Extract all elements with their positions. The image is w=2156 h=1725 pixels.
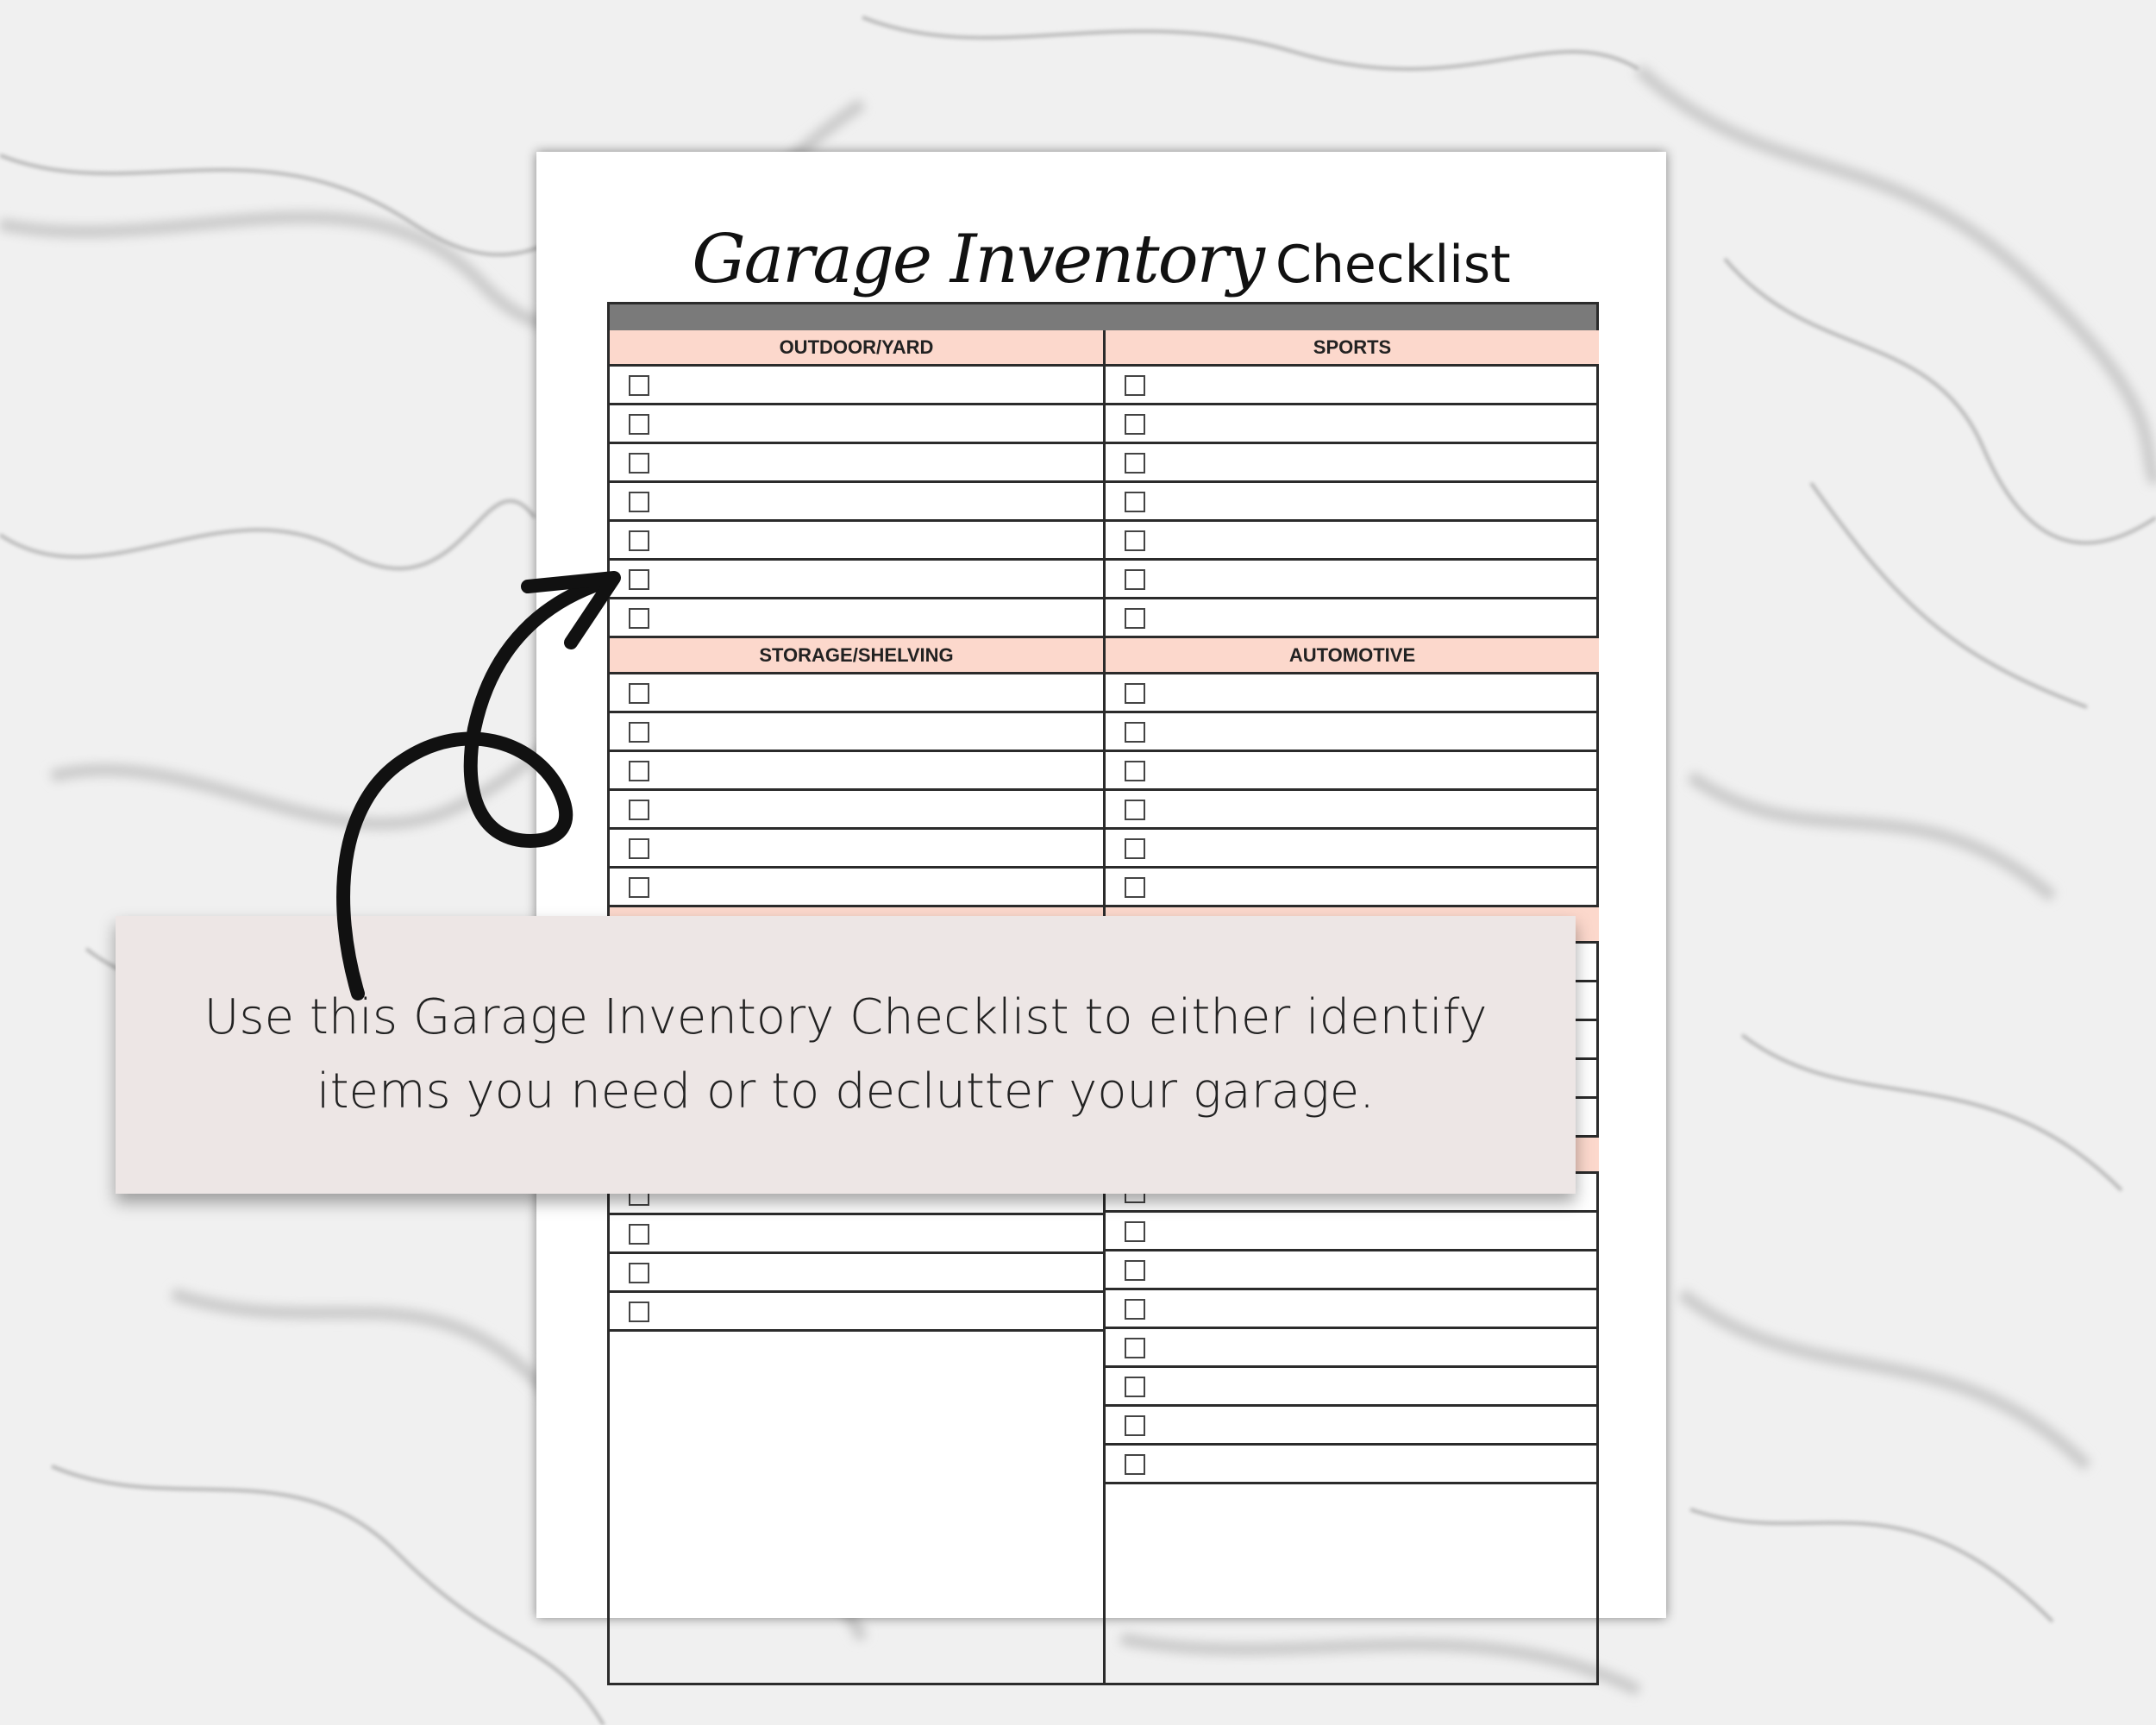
checkbox-icon[interactable] xyxy=(1125,569,1145,590)
checklist-row[interactable] xyxy=(1106,483,1599,522)
checklist-row[interactable] xyxy=(1106,1329,1599,1368)
checklist-row[interactable] xyxy=(1106,752,1599,791)
checkbox-icon[interactable] xyxy=(1125,1377,1145,1397)
checkbox-icon[interactable] xyxy=(629,1224,649,1245)
checklist-row[interactable] xyxy=(1106,869,1599,907)
checklist-row[interactable] xyxy=(1106,791,1599,830)
checkbox-icon[interactable] xyxy=(1125,1454,1145,1475)
checklist-row[interactable] xyxy=(1106,444,1599,483)
checklist-row[interactable] xyxy=(610,483,1103,522)
checklist-row[interactable] xyxy=(610,674,1103,713)
checkbox-icon[interactable] xyxy=(629,761,649,781)
checklist-row[interactable] xyxy=(1106,1407,1599,1446)
section-header: SPORTS xyxy=(1106,330,1599,367)
checkbox-icon[interactable] xyxy=(1125,414,1145,435)
section-header: STORAGE/SHELVING xyxy=(610,638,1103,674)
checklist-row[interactable] xyxy=(610,561,1103,599)
checkbox-icon[interactable] xyxy=(1125,1299,1145,1320)
checklist-row[interactable] xyxy=(1106,1213,1599,1251)
section-header: AUTOMOTIVE xyxy=(1106,638,1599,674)
checkbox-icon[interactable] xyxy=(629,800,649,820)
checkbox-icon[interactable] xyxy=(629,608,649,629)
checkbox-icon[interactable] xyxy=(1125,492,1145,512)
checkbox-icon[interactable] xyxy=(629,492,649,512)
checkbox-icon[interactable] xyxy=(629,414,649,435)
checkbox-icon[interactable] xyxy=(1125,375,1145,396)
checklist-row[interactable] xyxy=(610,405,1103,444)
checkbox-icon[interactable] xyxy=(629,569,649,590)
checkbox-icon[interactable] xyxy=(1125,800,1145,820)
checklist-row[interactable] xyxy=(610,713,1103,752)
checklist-row[interactable] xyxy=(610,599,1103,638)
checklist-row[interactable] xyxy=(610,830,1103,869)
checklist-row[interactable] xyxy=(610,522,1103,561)
checkbox-icon[interactable] xyxy=(1125,1260,1145,1281)
checklist-row[interactable] xyxy=(1106,1446,1599,1484)
checklist-row[interactable] xyxy=(1106,561,1599,599)
checkbox-icon[interactable] xyxy=(629,453,649,474)
callout-line-1: Use this Garage Inventory Checklist to either identify xyxy=(204,989,1488,1045)
checklist-row[interactable] xyxy=(1106,367,1599,405)
checklist-row[interactable] xyxy=(610,1254,1103,1293)
checklist-row[interactable] xyxy=(610,752,1103,791)
checkbox-icon[interactable] xyxy=(629,683,649,704)
table-header-bar xyxy=(610,304,1596,330)
checklist-sheet xyxy=(536,152,1666,1618)
checkbox-icon[interactable] xyxy=(629,530,649,551)
checklist-row[interactable] xyxy=(1106,405,1599,444)
checkbox-icon[interactable] xyxy=(1125,722,1145,743)
checklist-row[interactable] xyxy=(610,869,1103,907)
checkbox-icon[interactable] xyxy=(629,838,649,859)
checkbox-icon[interactable] xyxy=(629,375,649,396)
checklist-row[interactable] xyxy=(1106,1251,1599,1290)
checklist-row[interactable] xyxy=(1106,830,1599,869)
checklist-row[interactable] xyxy=(1106,1290,1599,1329)
callout-banner xyxy=(116,916,1576,1194)
checklist-row[interactable] xyxy=(610,444,1103,483)
checklist-row[interactable] xyxy=(610,1215,1103,1254)
checkbox-icon[interactable] xyxy=(1125,683,1145,704)
checklist-row[interactable] xyxy=(1106,599,1599,638)
checkbox-icon[interactable] xyxy=(1125,838,1145,859)
checklist-row[interactable] xyxy=(610,791,1103,830)
checkbox-icon[interactable] xyxy=(1125,761,1145,781)
checkbox-icon[interactable] xyxy=(1125,1221,1145,1242)
checkbox-icon[interactable] xyxy=(1125,1415,1145,1436)
checklist-row[interactable] xyxy=(610,367,1103,405)
callout-text xyxy=(173,981,1519,1129)
checkbox-icon[interactable] xyxy=(629,877,649,898)
checklist-row[interactable] xyxy=(1106,713,1599,752)
checkbox-icon[interactable] xyxy=(1125,530,1145,551)
checklist-row[interactable] xyxy=(1106,674,1599,713)
checkbox-icon[interactable] xyxy=(629,1263,649,1283)
checkbox-icon[interactable] xyxy=(1125,877,1145,898)
checkbox-icon[interactable] xyxy=(1125,1338,1145,1358)
section-header: OUTDOOR/YARD xyxy=(610,330,1103,367)
checklist-row[interactable] xyxy=(1106,522,1599,561)
checkbox-icon[interactable] xyxy=(629,722,649,743)
checkbox-icon[interactable] xyxy=(629,1302,649,1322)
checkbox-icon[interactable] xyxy=(1125,453,1145,474)
title-plain-text: Checklist xyxy=(1275,235,1511,295)
checklist-row[interactable] xyxy=(1106,1368,1599,1407)
callout-line-2: items you need or to declutter your garage. xyxy=(317,1063,1375,1120)
checklist-row[interactable] xyxy=(610,1293,1103,1332)
title-script-text: Garage Inventory xyxy=(692,221,1263,298)
checkbox-icon[interactable] xyxy=(1125,608,1145,629)
